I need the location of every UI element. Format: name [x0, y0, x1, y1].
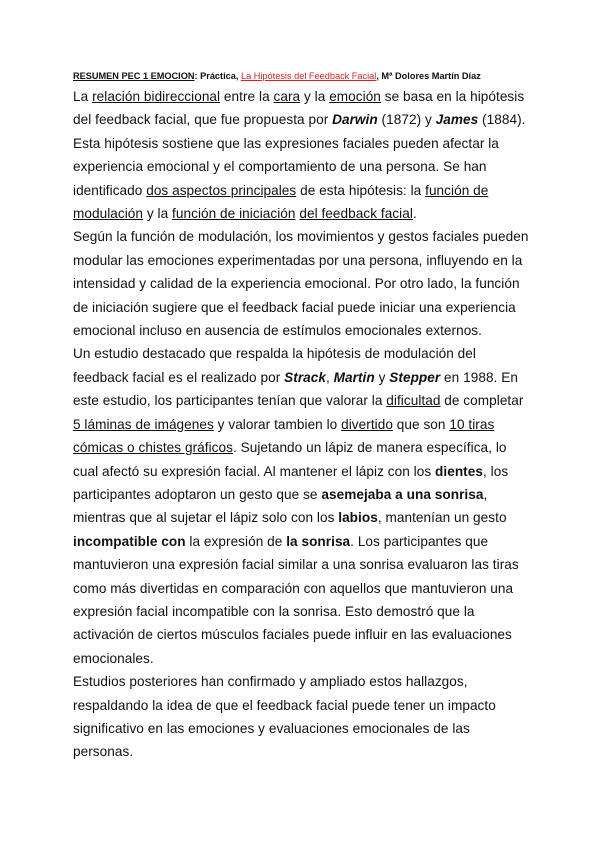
text: que son	[392, 416, 450, 432]
text: la expresión de	[185, 533, 287, 549]
paragraph-modulation: Según la función de modulación, los movimientos y gestos faciales pueden modular las emociones experimentadas por una persona, influyendo en la intensidad y calidad de la experiencia emocional. Por otro lado, la función de iniciación sugiere que el feedback facial puede iniciar una experiencia emocional incluso en ausencia de estímulos emocionales externos.	[73, 229, 529, 339]
underlined-term: función de modulación	[73, 182, 489, 222]
text: se basa en la hipótesis del feedback facial, que fue propuesta por	[73, 89, 525, 128]
text: , los participantes adoptaron un gesto que se	[73, 463, 509, 502]
author-name: James	[435, 112, 479, 128]
text: La	[73, 89, 93, 104]
text: . Los participantes que mantuvieron una expresión facial similar a una sonrisa evaluaron las tiras como más divertidas en comparación con aquellos que mantuvieron una expresión facial incompatible con la sonrisa. Esto demostró que la activación de ciertos músculos faciales puede influir en las evaluaciones emocionales.	[73, 533, 519, 666]
text: (1872) y	[377, 112, 436, 128]
author-name: Martin	[333, 369, 375, 385]
text: y	[374, 369, 390, 385]
text: en 1988. En este estudio, los participantes tenían que valorar la	[73, 369, 518, 409]
text: entre la	[220, 89, 274, 104]
text: de esta hipótesis: la	[296, 182, 426, 198]
text: y la	[300, 89, 330, 104]
header-title: RESUMEN PEC 1 EMOCION	[73, 71, 195, 81]
text: (1884). Esta hipótesis sostiene que las expresiones faciales pueden afectar la experiencia emocional y el comportamiento de una persona. Se han identificado	[73, 112, 526, 198]
text: ,	[326, 369, 334, 385]
bold-term: dientes	[435, 463, 483, 479]
text: .	[412, 206, 417, 222]
author-name: Strack	[284, 369, 326, 385]
underlined-term: relación bidireccional	[92, 89, 221, 104]
underlined-term: dificultad	[386, 393, 441, 409]
document-header	[73, 70, 593, 82]
bold-term: incompatible con	[73, 533, 186, 549]
underlined-term: 10 tiras cómicas o chistes gráficos	[73, 416, 495, 456]
header-topic: La Hipótesis del Feedback Facial	[240, 71, 377, 81]
text: Un estudio destacado que respalda la hipótesis de modulación del feedback facial es el realizado por	[73, 346, 476, 385]
text: , mientras que al sujetar el lápiz solo con los	[73, 486, 488, 526]
bold-term: asemejaba a una sonrisa	[321, 486, 484, 502]
underlined-term: 5 láminas de imágenes	[73, 416, 214, 432]
author-name: Darwin	[332, 112, 378, 128]
text: , mantenían un gesto	[377, 510, 507, 526]
text: de completar	[440, 393, 524, 409]
author-name: Stepper	[389, 369, 441, 385]
bold-term: la sonrisa	[286, 533, 351, 549]
underlined-term: cara	[273, 89, 301, 104]
paragraph-intro	[73, 85, 533, 225]
underlined-term: divertido	[341, 416, 393, 432]
paragraph-conclusion: Estudios posteriores han confirmado y ampliado estos hallazgos, respaldando la idea de que el feedback facial puede tener un impacto significativo en las emociones y evaluaciones emocionales de las personas.	[73, 674, 496, 760]
underlined-term: función de iniciación	[172, 206, 296, 222]
text: y la	[143, 206, 173, 222]
text: y valorar tambien lo	[213, 416, 342, 432]
paragraph-study	[73, 342, 533, 670]
document-body	[73, 85, 533, 764]
header-separator: : Práctica,	[194, 71, 241, 81]
bold-term: labios	[338, 510, 378, 526]
header-author: , Mª Dolores Martín Díaz	[376, 71, 481, 81]
underlined-term: dos aspectos principales	[146, 182, 297, 198]
underlined-term: del feedback facial	[299, 206, 413, 222]
text: . Sujetando un lápiz de manera específica, lo cual afectó su expresión facial. Al mantener el lápiz con los	[73, 440, 507, 479]
underlined-term: emoción	[329, 89, 381, 104]
